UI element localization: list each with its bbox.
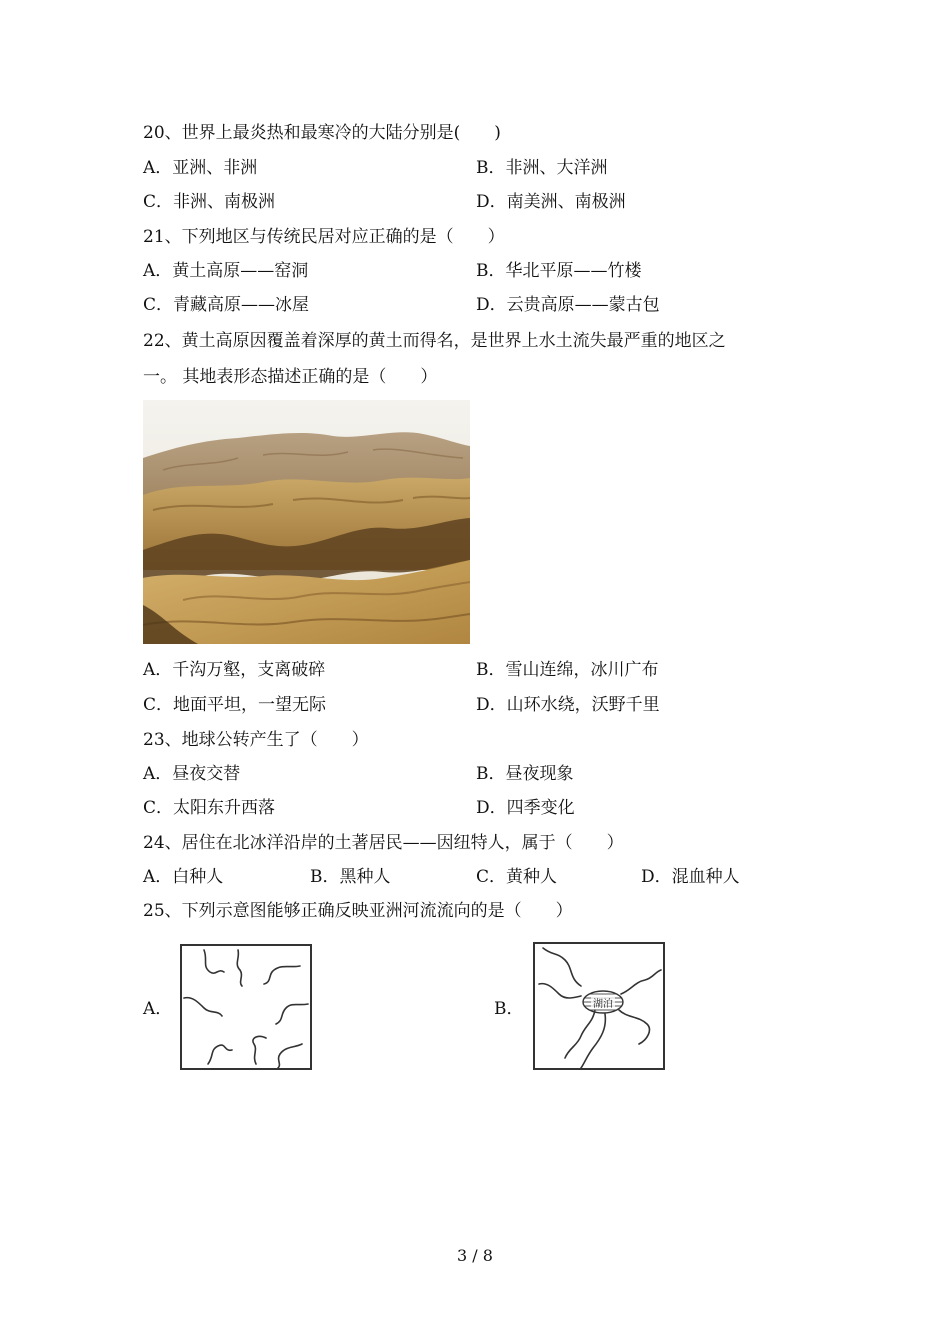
question-22-option-b[interactable]: B．雪山连绵，冰川广布 [476,660,659,680]
question-22-stem-line2: 一。 其地表形态描述正确的是（ ） [143,367,438,387]
question-22-stem-line1: 22、黄土高原因覆盖着深厚的黄土而得名，是世界上水土流失最严重的地区之 [143,331,726,351]
river-map-b[interactable] [533,942,665,1070]
question-23-stem: 23、地球公转产生了（ ） [143,730,369,750]
question-24-stem: 24、居住在北冰洋沿岸的土著居民——因纽特人，属于（ ） [143,833,624,853]
question-25-option-b-label[interactable]: B． [494,999,524,1019]
question-24-option-b[interactable]: B．黑种人 [310,867,391,887]
question-21-option-a[interactable]: A．黄土高原——窑洞 [143,261,309,281]
question-20-option-c[interactable]: C．非洲、南极洲 [143,192,276,212]
question-20-stem: 20、世界上最炎热和最寒冷的大陆分别是( ) [143,123,501,143]
question-22-option-c[interactable]: C．地面平坦，一望无际 [143,695,327,715]
lake-label: 湖泊 [593,999,613,1010]
loess-plateau-photo [143,400,470,644]
question-25-option-a-label[interactable]: A． [143,999,173,1019]
question-24-option-c[interactable]: C．黄种人 [476,867,558,887]
question-25-stem: 25、下列示意图能够正确反映亚洲河流流向的是（ ） [143,901,573,921]
question-22-option-a[interactable]: A．千沟万壑，支离破碎 [143,660,326,680]
river-map-a[interactable] [180,944,312,1070]
question-21-stem: 21、下列地区与传统民居对应正确的是（ ） [143,227,505,247]
page-number: 3 / 8 [457,1246,493,1265]
question-23-option-c[interactable]: C．太阳东升西落 [143,798,276,818]
question-23-option-b[interactable]: B．昼夜现象 [476,764,574,784]
question-24-option-d[interactable]: D．混血种人 [641,867,740,887]
question-20-option-b[interactable]: B．非洲、大洋洲 [476,158,608,178]
question-22-option-d[interactable]: D．山环水绕，沃野千里 [476,695,660,715]
question-20-option-d[interactable]: D．南美洲、南极洲 [476,192,626,212]
question-21-option-b[interactable]: B．华北平原——竹楼 [476,261,642,281]
question-21-option-c[interactable]: C．青藏高原——冰屋 [143,295,310,315]
question-23-option-a[interactable]: A．昼夜交替 [143,764,241,784]
question-24-option-a[interactable]: A．白种人 [143,867,224,887]
question-21-option-d[interactable]: D．云贵高原——蒙古包 [476,295,660,315]
question-23-option-d[interactable]: D．四季变化 [476,798,575,818]
question-20-option-a[interactable]: A．亚洲、非洲 [143,158,258,178]
